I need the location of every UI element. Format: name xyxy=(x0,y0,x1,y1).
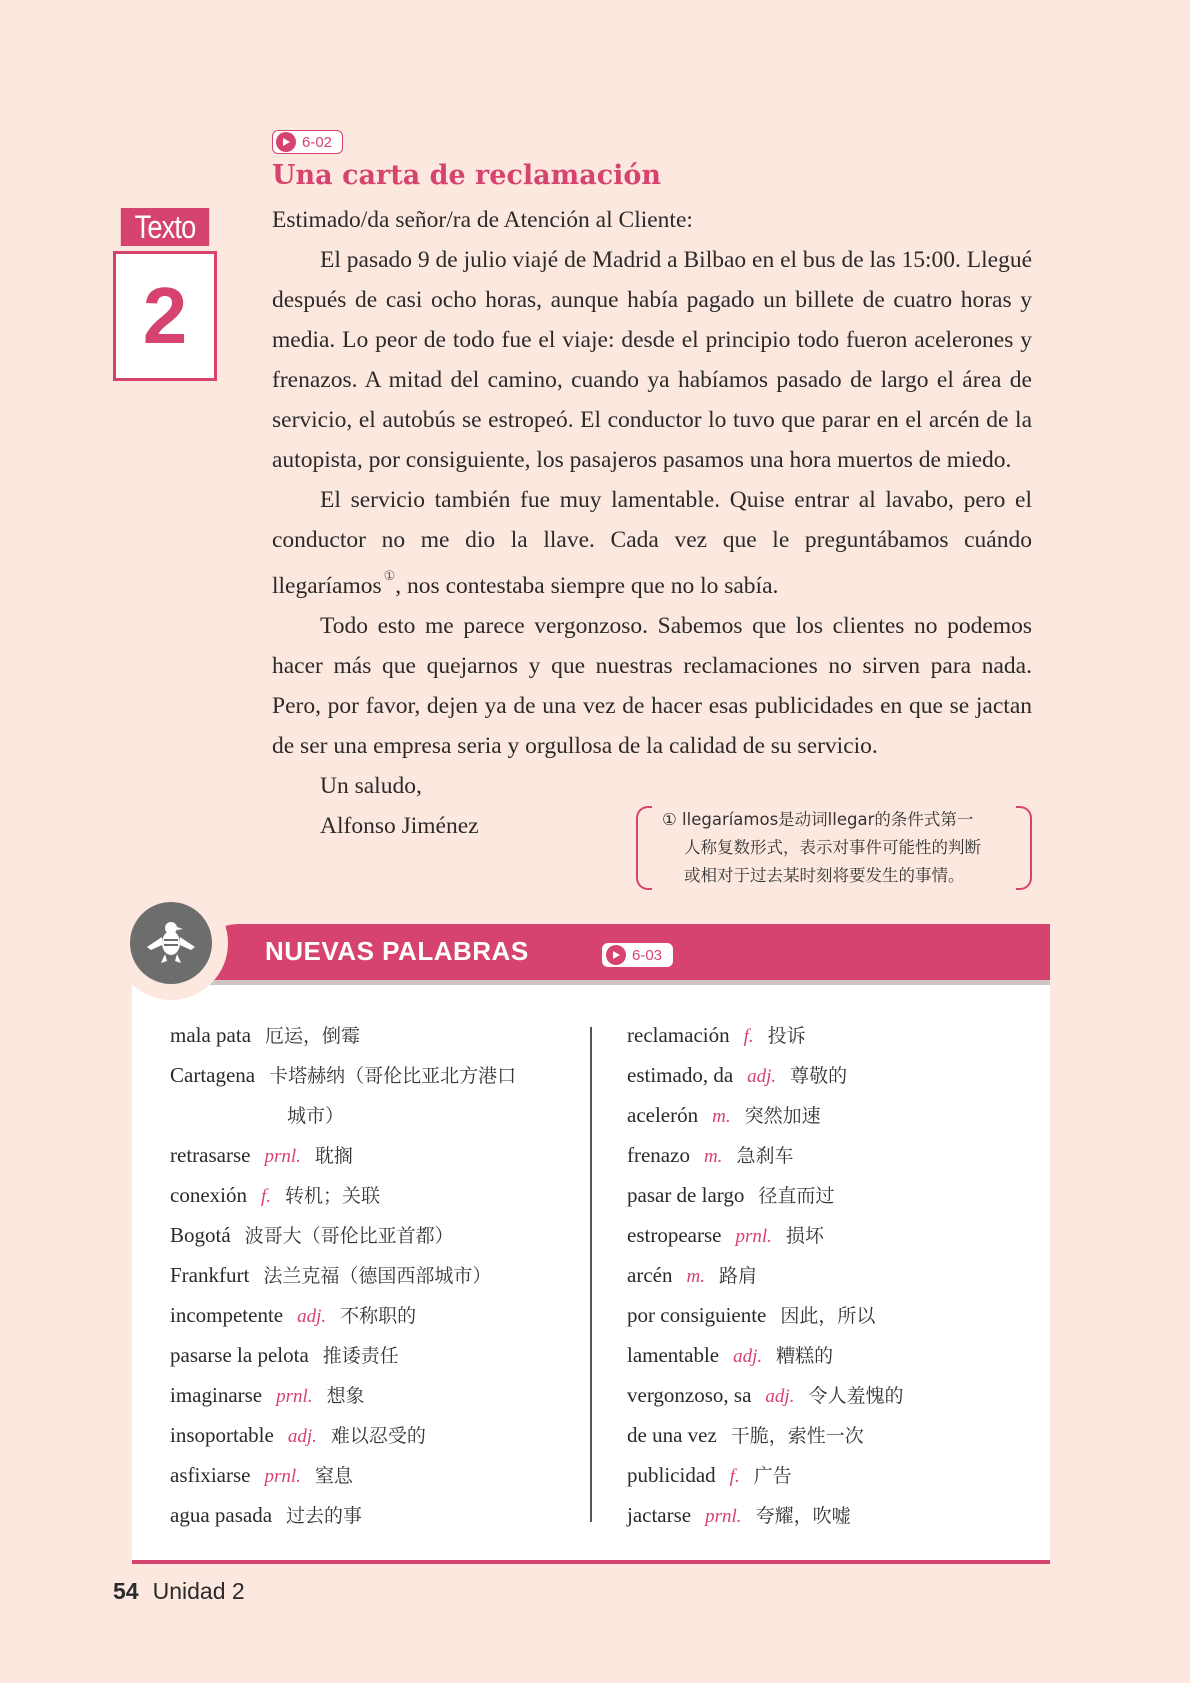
vocab-part-of-speech: prnl. xyxy=(705,1506,742,1527)
vocab-entry xyxy=(170,1015,600,1055)
vocab-audio-button[interactable] xyxy=(602,943,673,967)
vocab-translation-continued: 城市） xyxy=(287,1105,345,1127)
vocab-entry xyxy=(170,1495,600,1535)
vocab-entry xyxy=(627,1295,1057,1335)
vocab-word: arcén xyxy=(627,1263,673,1287)
vocab-entry xyxy=(170,1375,600,1415)
footnote-box xyxy=(636,806,1032,888)
vocab-entry xyxy=(627,1095,1057,1135)
vocab-part-of-speech: prnl. xyxy=(276,1386,313,1407)
vocab-word: por consiguiente xyxy=(627,1303,767,1327)
vocab-entry xyxy=(627,1215,1057,1255)
vocab-translation: 投诉 xyxy=(767,1025,806,1047)
vocab-translation: 不称职的 xyxy=(340,1305,417,1327)
audio-code: 6-02 xyxy=(302,133,333,151)
vocab-translation: 厄运，倒霉 xyxy=(265,1025,361,1047)
play-icon xyxy=(276,132,296,152)
letter-closing: Un saludo, xyxy=(320,772,422,799)
letter-salutation: Estimado/da señor/ra de Atención al Cliente: xyxy=(272,207,693,233)
vocab-entry xyxy=(627,1135,1057,1175)
vocab-translation: 难以忍受的 xyxy=(330,1425,426,1447)
vocab-entry xyxy=(627,1175,1057,1215)
vocab-word: reclamación xyxy=(627,1023,730,1047)
lesson-badge xyxy=(113,208,217,381)
vocab-translation: 急刹车 xyxy=(736,1145,794,1167)
vocab-translation: 想象 xyxy=(326,1385,365,1407)
vocab-header-shadow xyxy=(198,980,1050,985)
vocab-entry xyxy=(170,1135,600,1175)
vocab-translation: 干脆，索性一次 xyxy=(730,1425,864,1447)
letter-body xyxy=(272,200,1032,846)
vocab-part-of-speech: prnl. xyxy=(735,1226,772,1247)
vocab-entry xyxy=(627,1335,1057,1375)
vocab-word: estropearse xyxy=(627,1223,722,1247)
footnote-line: ① llegaríamos是动词llegar的条件式第一 xyxy=(662,810,974,829)
bracket-left xyxy=(636,806,652,890)
unit-label: Unidad 2 xyxy=(152,1578,245,1604)
vocab-translation: 广告 xyxy=(753,1465,792,1487)
vocab-translation: 窒息 xyxy=(314,1465,353,1487)
vocab-part-of-speech: adj. xyxy=(733,1346,763,1367)
vocab-part-of-speech: prnl. xyxy=(264,1146,301,1167)
vocab-entry xyxy=(627,1055,1057,1095)
paragraph-text: , nos contestaba siempre que no lo sabía. xyxy=(395,572,779,599)
vocab-word: lamentable xyxy=(627,1343,720,1367)
footnote-line: 或相对于过去某时刻将要发生的事情。 xyxy=(684,866,965,885)
vocab-word: de una vez xyxy=(627,1423,717,1447)
footnote-line: 人称复数形式，表示对事件可能性的判断 xyxy=(684,838,981,857)
vocab-word: acelerón xyxy=(627,1103,699,1127)
vocab-translation: 令人羞愧的 xyxy=(808,1385,904,1407)
badge-number: 2 xyxy=(113,251,217,381)
page-footer xyxy=(113,1578,245,1605)
letter-paragraph: Todo esto me parece vergonzoso. Sabemos que los clientes no podemos hacer más que quejarnos y que nuestras reclamaciones no sirven para nada. Pero, por favor, dejen ya de una vez de hacer esas publicidades en que se jactan de ser una empresa seria y orgullosa de la calidad de su servicio. xyxy=(272,612,1032,759)
vocab-entry xyxy=(627,1415,1057,1455)
vocab-list-right xyxy=(627,1015,1057,1535)
vocab-translation: 因此，所以 xyxy=(780,1305,876,1327)
vocab-translation: 损坏 xyxy=(785,1225,824,1247)
vocab-word: mala pata xyxy=(170,1023,252,1047)
vocab-word: asfixiarse xyxy=(170,1463,251,1487)
vocab-word: conexión xyxy=(170,1183,247,1207)
vocab-entry xyxy=(170,1175,600,1215)
footnote-ref: ① xyxy=(383,568,396,583)
vocab-word: jactarse xyxy=(627,1503,692,1527)
vocab-translation: 尊敬的 xyxy=(790,1065,848,1087)
vocab-word: Cartagena xyxy=(170,1063,256,1087)
vocab-word: Bogotá xyxy=(170,1223,231,1247)
page-number: 54 xyxy=(113,1578,139,1604)
vocab-word: insoportable xyxy=(170,1423,274,1447)
vocab-word: incompetente xyxy=(170,1303,284,1327)
vocab-word: pasarse la pelota xyxy=(170,1343,309,1367)
vocab-word: agua pasada xyxy=(170,1503,273,1527)
vocab-part-of-speech: prnl. xyxy=(264,1466,301,1487)
vocab-translation: 糟糕的 xyxy=(776,1345,834,1367)
letter-paragraph xyxy=(272,480,1032,606)
vocab-translation: 转机；关联 xyxy=(285,1185,381,1207)
vocab-word: frenazo xyxy=(627,1143,690,1167)
vocab-translation: 突然加速 xyxy=(744,1105,821,1127)
vocab-translation: 过去的事 xyxy=(286,1505,363,1527)
vocab-translation: 卡塔赫纳（哥伦比亚北方港口 xyxy=(269,1065,517,1087)
vocab-word: Frankfurt xyxy=(170,1263,250,1287)
vocab-list-left xyxy=(170,1015,600,1535)
vocab-entry xyxy=(170,1215,600,1255)
vocab-part-of-speech: adj. xyxy=(765,1386,795,1407)
vocab-translation: 波哥大（哥伦比亚首都） xyxy=(244,1225,454,1247)
vocab-entry xyxy=(627,1255,1057,1295)
vocab-translation: 夸耀，吹嘘 xyxy=(755,1505,851,1527)
vocab-part-of-speech: m. xyxy=(712,1106,731,1127)
vocab-translation: 路肩 xyxy=(718,1265,757,1287)
letter-signature: Alfonso Jiménez xyxy=(320,812,479,839)
vocab-entry xyxy=(627,1495,1057,1535)
play-icon xyxy=(606,945,626,965)
vocab-translation: 耽搁 xyxy=(314,1145,353,1167)
vocab-translation: 法兰克福（德国西部城市） xyxy=(263,1265,492,1287)
vocab-entry xyxy=(170,1455,600,1495)
vocab-part-of-speech: adj. xyxy=(747,1066,777,1087)
vocab-translation: 径直而过 xyxy=(758,1185,835,1207)
vocab-translation: 推诿责任 xyxy=(322,1345,399,1367)
vocab-word: imaginarse xyxy=(170,1383,263,1407)
vocab-entry xyxy=(170,1415,600,1455)
vocab-entry xyxy=(170,1055,600,1135)
bracket-right xyxy=(1016,806,1032,890)
vocab-part-of-speech: adj. xyxy=(287,1426,317,1447)
vocab-title: NUEVAS PALABRAS xyxy=(265,936,529,966)
audio-code: 6-03 xyxy=(632,946,663,964)
vocab-entry xyxy=(170,1335,600,1375)
vocab-part-of-speech: f. xyxy=(743,1026,754,1047)
vocab-word: estimado, da xyxy=(627,1063,734,1087)
vocab-entry xyxy=(170,1295,600,1335)
badge-label: Texto xyxy=(121,208,209,246)
vocab-part-of-speech: m. xyxy=(703,1146,723,1167)
vocab-entry xyxy=(627,1375,1057,1415)
vocab-part-of-speech: f. xyxy=(729,1466,740,1487)
footnote-text xyxy=(662,806,1014,890)
text-title: Una carta de reclamación xyxy=(272,160,662,191)
vocab-part-of-speech: f. xyxy=(260,1186,272,1207)
audio-track-button[interactable] xyxy=(272,130,343,154)
vocab-entry xyxy=(170,1255,600,1295)
vocab-word: vergonzoso, sa xyxy=(627,1383,752,1407)
vocab-entry xyxy=(627,1015,1057,1055)
vocab-part-of-speech: adj. xyxy=(297,1306,327,1327)
vocab-divider xyxy=(590,1027,592,1522)
bird-icon xyxy=(130,902,212,984)
paragraph-text: El servicio también fue muy lamentable. Quise entrar al lavabo, pero el conductor no me dio la llave. Cada vez que le preguntábamos cuándo llegaríamos xyxy=(272,487,1032,599)
vocab-part-of-speech: m. xyxy=(686,1266,705,1287)
letter-paragraph: El pasado 9 de julio viajé de Madrid a Bilbao en el bus de las 15:00. Llegué después de casi ocho horas, aunque había pagado un billete de cuatro horas y media. Lo peor de todo fue el viaje: desde el principio todo fueron acelerones y frenazos. A mitad del camino, cuando ya habíamos pasado de largo el área de servicio, el autobús se estropeó. El conductor lo tuvo que parar en el arcén de la autopista, por consiguiente, los pasajeros pasamos una hora muertos de miedo. xyxy=(272,247,1032,473)
vocab-entry xyxy=(627,1455,1057,1495)
vocab-word: publicidad xyxy=(627,1463,716,1487)
vocab-word: retrasarse xyxy=(170,1143,251,1167)
vocab-word: pasar de largo xyxy=(627,1183,745,1207)
